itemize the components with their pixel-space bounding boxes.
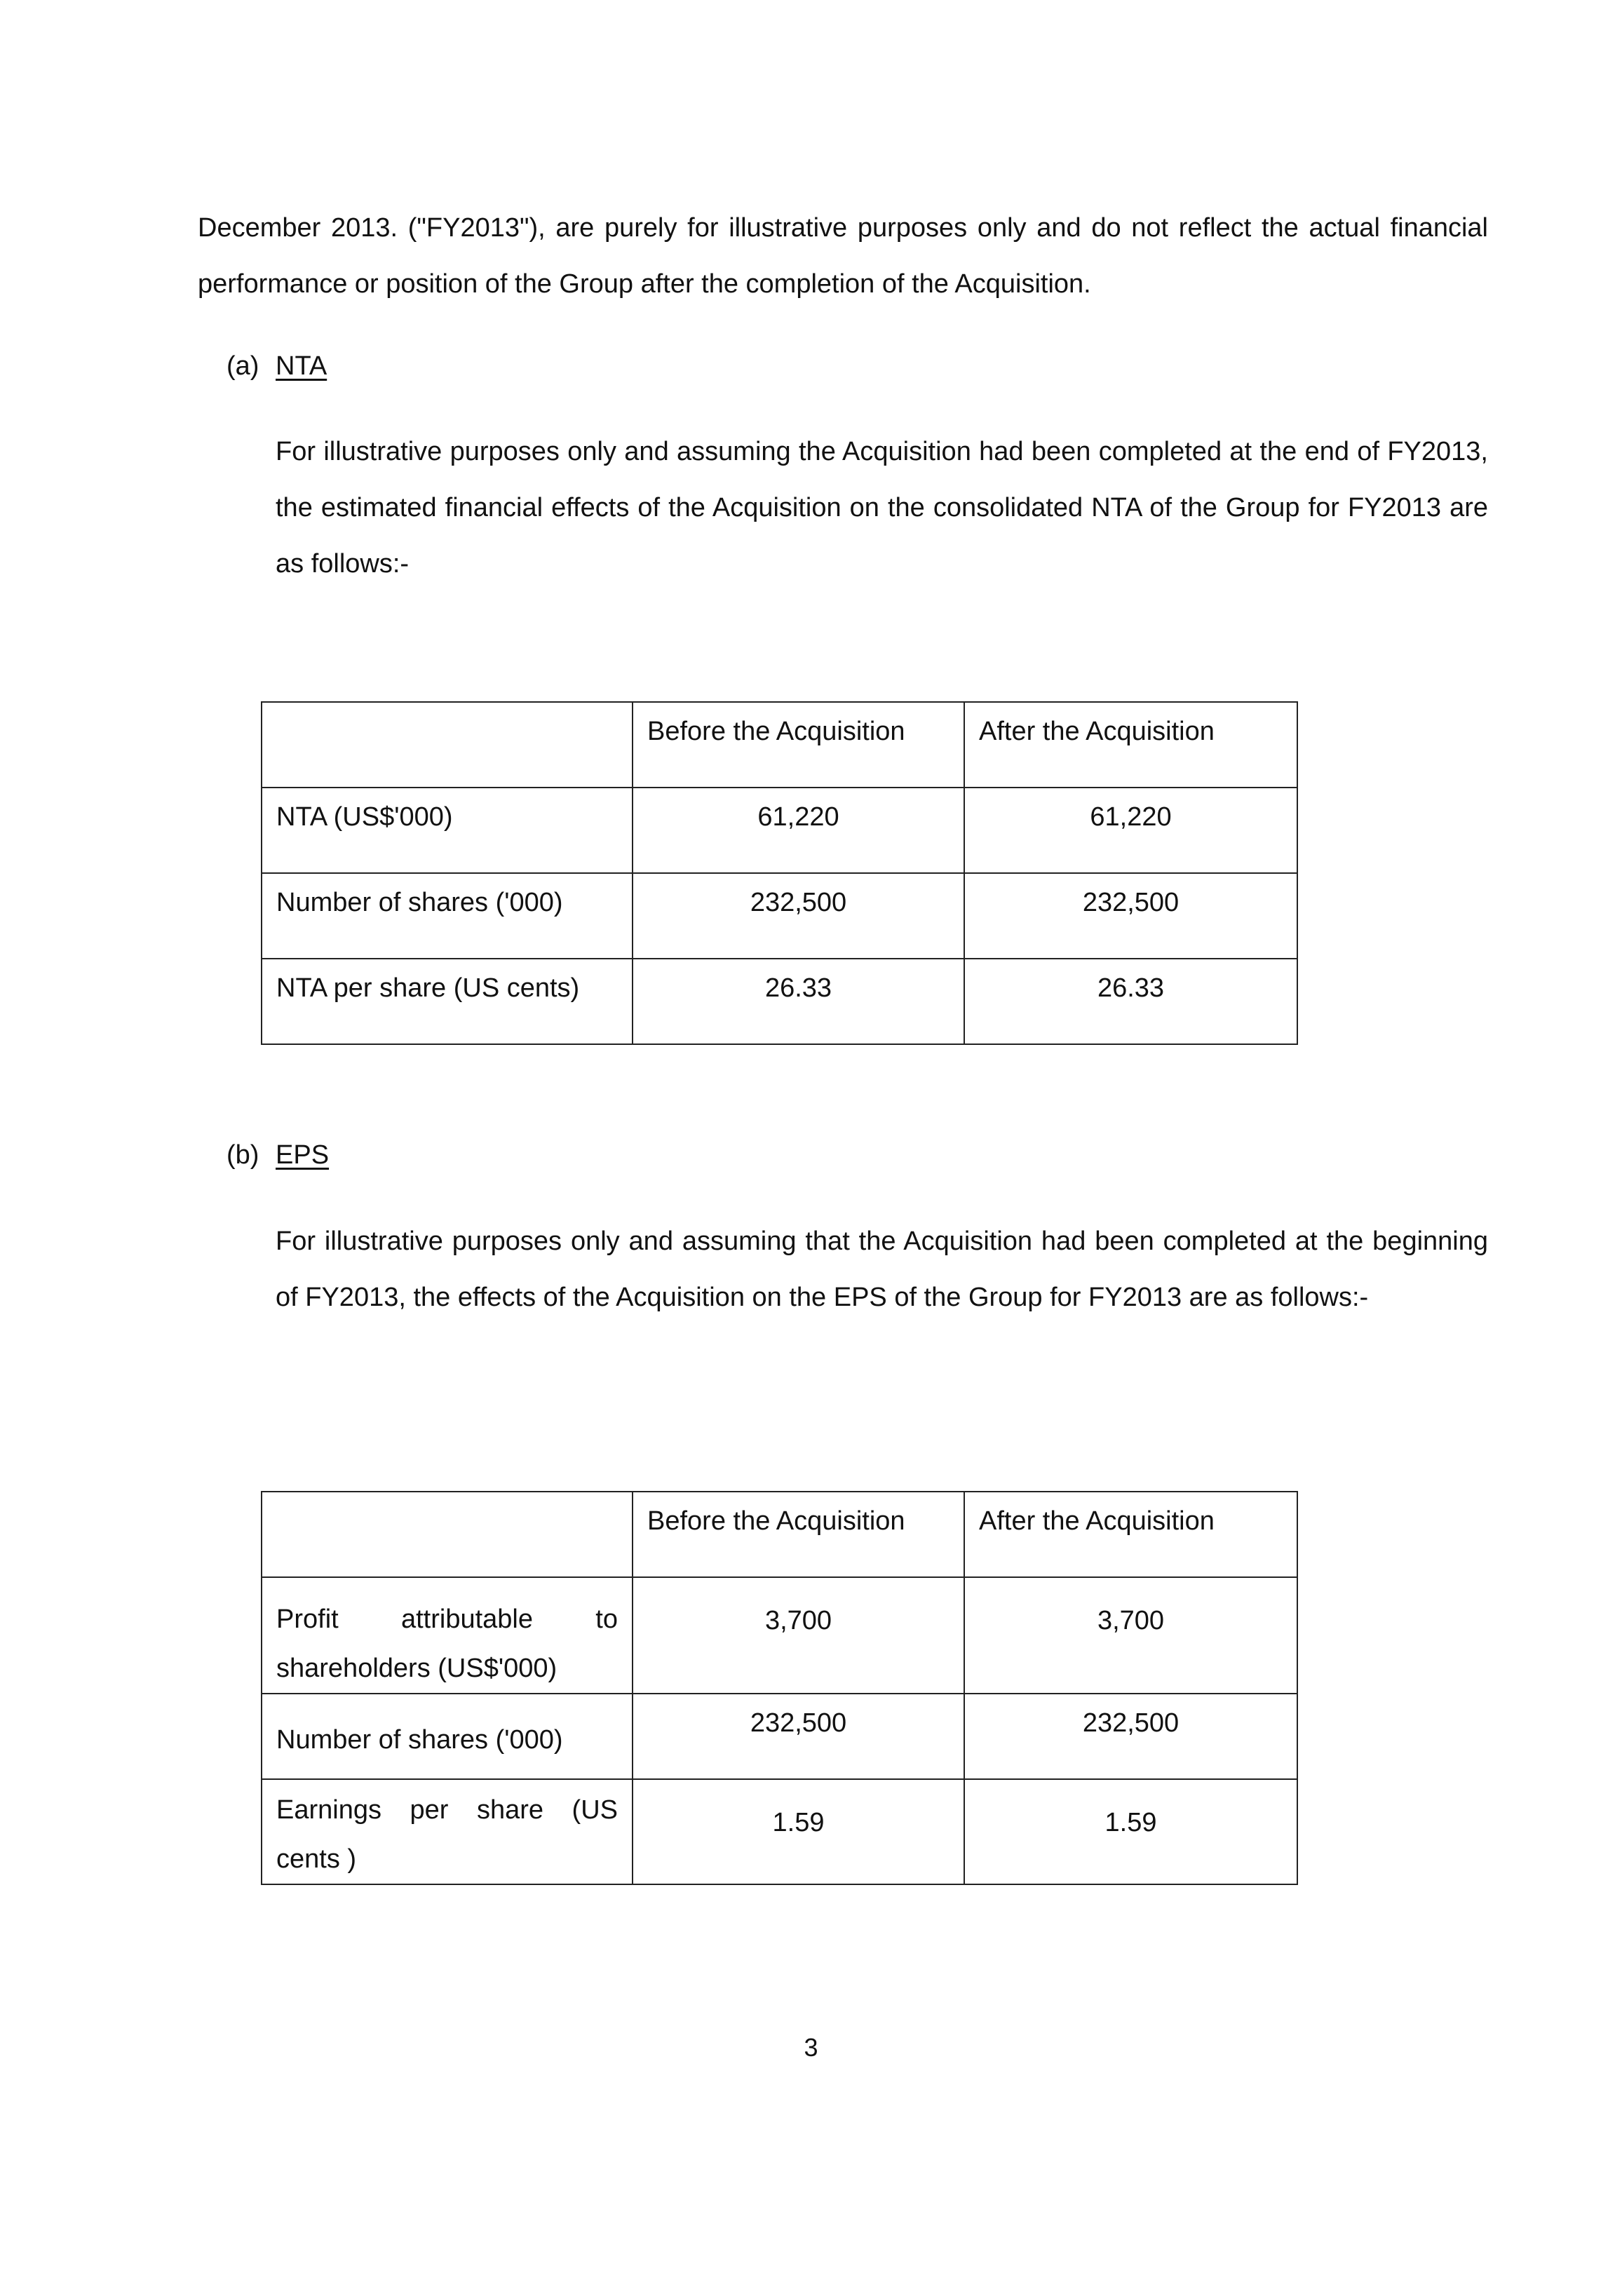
after-value: 232,500: [964, 873, 1297, 959]
after-value: 232,500: [964, 1694, 1297, 1779]
after-value: 1.59: [964, 1779, 1297, 1884]
page-number: 3: [804, 2033, 818, 2062]
after-value: 61,220: [964, 788, 1297, 873]
nta-paragraph: For illustrative purposes only and assuming the Acquisition had been completed at the end of FY2013, the estimated financial effects of the Acquisition on the consolidated NTA of the Group for FY2013 are as follows:-: [276, 437, 1488, 579]
eps-paragraph: For illustrative purposes only and assuming that the Acquisition had been completed at the beginning of FY2013, the effects of the Acquisition on the EPS of the Group for FY2013 are as follows:-: [276, 1227, 1488, 1312]
nta-section-heading: [227, 349, 327, 384]
table-row: [262, 873, 1297, 959]
eps-table-header-cell: After the Acquisition: [964, 1492, 1297, 1577]
row-label: Profit attributable to shareholders (US$'000): [262, 1577, 633, 1694]
row-label: NTA per share (US cents): [262, 959, 633, 1044]
nta-section-title: NTA: [276, 351, 327, 381]
nta-section-label: (a): [227, 351, 259, 381]
before-value: 26.33: [633, 959, 964, 1044]
eps-section-title: EPS: [276, 1140, 330, 1170]
eps-table-header-row: [262, 1492, 1297, 1577]
table-row: [262, 1779, 1297, 1884]
nta-table-header-cell: [262, 702, 633, 788]
eps-section-label: (b): [227, 1140, 259, 1170]
before-value: 232,500: [633, 873, 964, 959]
after-value: 26.33: [964, 959, 1297, 1044]
table-row: [262, 959, 1297, 1044]
nta-table-header-cell: Before the Acquisition: [633, 702, 964, 788]
before-value: 1.59: [633, 1779, 964, 1884]
eps-table-header-cell: [262, 1492, 633, 1577]
nta-table: [261, 701, 1298, 1045]
nta-table-header-row: [262, 702, 1297, 788]
row-label: Number of shares ('000): [262, 873, 633, 959]
before-value: 232,500: [633, 1694, 964, 1779]
table-row: [262, 788, 1297, 873]
row-label: Earnings per share (US cents ): [262, 1779, 633, 1884]
before-value: 3,700: [633, 1577, 964, 1694]
table-row: [262, 1694, 1297, 1779]
eps-table: [261, 1491, 1298, 1885]
row-label: NTA (US$'000): [262, 788, 633, 873]
intro-paragraph: December 2013. ("FY2013"), are purely for illustrative purposes only and do not reflect the actual financial performance or position of the Group after the completion of the Acquisition.: [198, 213, 1488, 299]
eps-table-header-cell: Before the Acquisition: [633, 1492, 964, 1577]
eps-section-heading: [227, 1137, 329, 1173]
nta-table-header-cell: After the Acquisition: [964, 702, 1297, 788]
after-value: 3,700: [964, 1577, 1297, 1694]
before-value: 61,220: [633, 788, 964, 873]
table-row: [262, 1577, 1297, 1694]
row-label: Number of shares ('000): [262, 1694, 633, 1779]
